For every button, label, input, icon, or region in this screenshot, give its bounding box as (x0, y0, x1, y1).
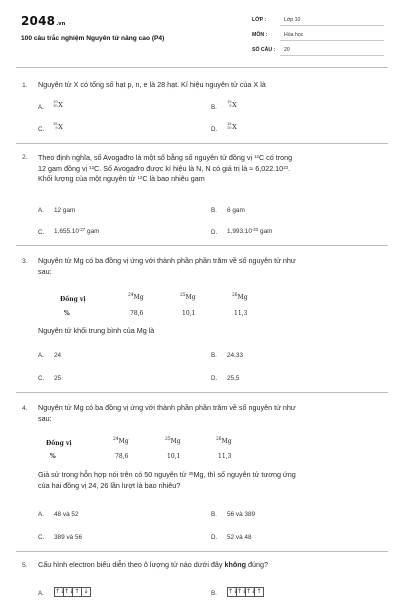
question-text: Cấu hình electron biểu diễn theo ô lượng tử nào dưới đây không đúng? (38, 560, 269, 569)
option-letter: C. (38, 375, 45, 382)
option-a-text[interactable]: 48 và 52 (54, 511, 79, 518)
document-title: 100 câu trắc nghiệm Nguyên tử nâng cao (P4) (21, 35, 165, 42)
option-letter: B. (211, 352, 217, 359)
option-c-text[interactable]: 25 (54, 375, 62, 382)
table-isotope-1: $^{24}$Mg (113, 437, 129, 445)
class-underline (280, 25, 384, 26)
question-divider (16, 143, 388, 144)
option-c-text[interactable]: 389 và 56 (54, 534, 83, 541)
question-number: 1. (22, 82, 28, 89)
option-a-text[interactable]: 12 gam (54, 207, 76, 214)
orbital-cell: ↑↓ (237, 588, 248, 595)
subject-label: MÔN : (252, 32, 268, 38)
option-d-text[interactable]: 25,5 (227, 375, 240, 382)
option-letter: D. (211, 375, 218, 382)
option-letter: D. (211, 229, 218, 236)
option-letter: B. (211, 511, 217, 518)
option-d-text[interactable]: 52 và 48 (227, 534, 252, 541)
table-header-isotope: Đồng vị (60, 296, 86, 303)
orbital-cell: ↑↓ (228, 588, 239, 595)
question-text: Nguyên tử X có tổng số hạt p, n, e là 28 hạt. Kí hiệu nguyên tử của X là (38, 80, 266, 89)
option-letter: C. (38, 534, 45, 541)
option-letter: C. (38, 126, 45, 133)
subject-value: Hóa học (284, 32, 304, 38)
question-number: 4. (22, 405, 28, 412)
orbital-cell: ↑↓ (55, 588, 66, 595)
orbital-cell: ↑↓ (246, 588, 257, 595)
option-letter: B. (211, 104, 217, 111)
question-prompt: Giả sử trong hỗn hợp nói trên có 50 nguyên tử $^{25}$Mg, thì số nguyên tử tương ứng của hai đồng vị 24, 26 lần lượt là bao nhiêu? (38, 470, 296, 490)
option-a-orbital-diagram[interactable] (54, 587, 91, 597)
option-b-isotope[interactable]: 19 9X (227, 100, 237, 109)
question-number: 2. (22, 154, 28, 161)
option-a-text[interactable]: 24 (54, 352, 62, 359)
question-divider (16, 392, 388, 393)
option-letter: A. (38, 352, 44, 359)
table-isotope-1: $^{24}$Mg (128, 293, 144, 301)
option-d-text[interactable]: $1,993.10^{-23}$ gam (227, 227, 273, 235)
question-divider (16, 551, 388, 552)
question-number: 3. (22, 258, 28, 265)
option-b-text[interactable]: 24,33 (227, 352, 243, 359)
table-isotope-3: $^{26}$Mg (216, 437, 232, 445)
table-isotope-2: $^{25}$Mg (180, 293, 196, 301)
header-divider (16, 67, 388, 68)
question-text: Nguyên tử Mg có ba đồng vị ứng với thành phần phần trăm về số nguyên tử như sau: (38, 256, 296, 276)
orbital-cell: ↑ (256, 588, 262, 595)
table-value-3: 11,3 (218, 453, 232, 460)
orbital-cell: ↑ (73, 588, 82, 596)
question-number: 5. (22, 562, 28, 569)
site-logo[interactable]: 2048.vn (21, 14, 66, 28)
option-b-text[interactable]: 56 và 389 (227, 511, 256, 518)
subject-underline (280, 40, 384, 41)
count-underline (280, 55, 384, 56)
option-letter: B. (211, 207, 217, 214)
count-label: SỐ CÂU : (252, 47, 276, 53)
question-prompt: Nguyên tử khối trung bình của Mg là (38, 326, 155, 335)
option-d-isotope[interactable]: 18 10X (227, 122, 237, 131)
table-value-3: 11,3 (234, 310, 248, 317)
table-value-2: 10,1 (167, 453, 181, 460)
table-value-1: 78,6 (130, 310, 144, 317)
option-letter: B. (211, 590, 217, 597)
option-letter: D. (211, 126, 218, 133)
option-letter: A. (38, 590, 44, 597)
table-header-isotope: Đồng vị (46, 440, 72, 447)
class-label: LỚP : (252, 17, 267, 23)
option-letter: A. (38, 207, 44, 214)
table-value-2: 10,1 (182, 310, 196, 317)
orbital-cell: ↑↓ (64, 588, 75, 595)
option-c-isotope[interactable]: 18 9X (53, 122, 63, 131)
question-text: Nguyên tử Mg có ba đồng vị ứng với thành phần phần trăm về số nguyên tử như sau: (38, 403, 296, 423)
table-header-percent: % (64, 310, 70, 317)
option-c-text[interactable]: $1,655.10^{-27}$ gam (54, 227, 100, 235)
option-b-orbital-diagram[interactable] (227, 587, 264, 597)
table-header-percent: % (50, 453, 56, 460)
question-divider (16, 245, 388, 246)
table-isotope-3: $^{26}$Mg (232, 293, 248, 301)
option-a-isotope[interactable]: 19 10X (53, 100, 63, 109)
option-letter: C. (38, 229, 45, 236)
table-isotope-2: $^{25}$Mg (165, 437, 181, 445)
option-letter: A. (38, 511, 44, 518)
option-b-text[interactable]: 6 gam (227, 207, 245, 214)
option-letter: A. (38, 104, 44, 111)
count-value: 20 (284, 47, 290, 53)
orbital-cell: ↓ (83, 588, 89, 595)
question-text: Theo định nghĩa, số Avogađro là một số bằng số nguyên tử đồng vị $^{12}$C có trong 12 gam đồng vị $^{12}$C. Số Avogađro được kí hiệu là N, N có giá trị là ≈ $6,022.10^{23}$. Khối lượng của một nguyên tử $^{12}$C là bao nhiêu gam (38, 153, 293, 184)
option-letter: D. (211, 534, 218, 541)
table-value-1: 78,6 (115, 453, 129, 460)
class-value: Lớp 10 (284, 17, 301, 23)
